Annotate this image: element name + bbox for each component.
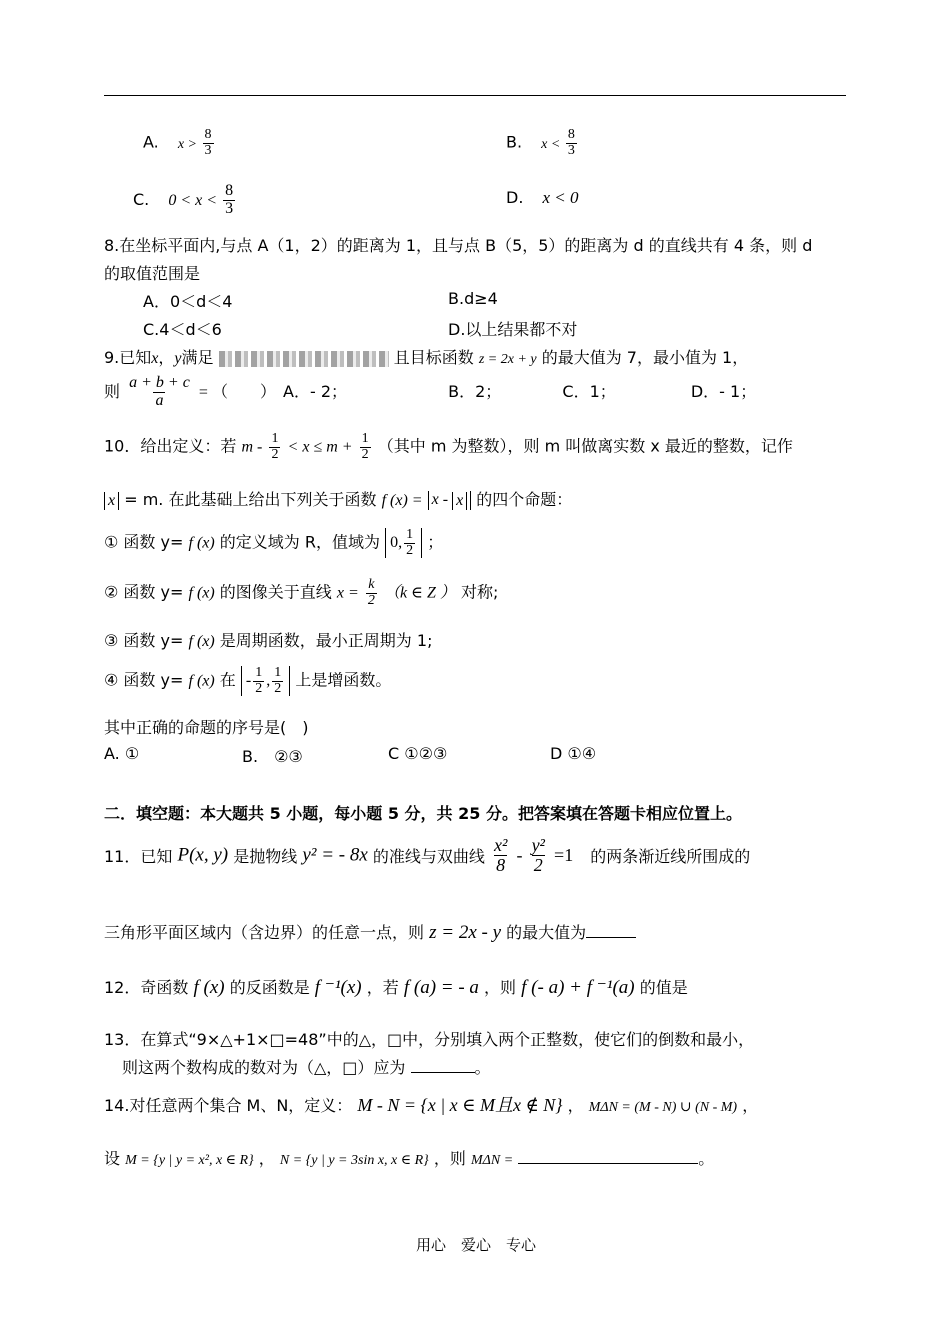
q8-line2: 的取值范围是 [104, 264, 201, 283]
q9-option-c: C．1； [562, 381, 616, 401]
q9-option-a: A．- 2； [283, 381, 348, 401]
q10-line1: 10．给出定义：若 m - $\frac{1}{2}$ < x ≤ m + $\frac{1}{2}$ （其中 m 为整数），则 m 叫做离实数 x 最近的整数，记作 [104, 431, 793, 462]
answer-blank[interactable] [586, 937, 636, 938]
q14-line2: 设 M = {y | y = x², x ∈ R} ， N = {y | y = 3sin x, x ∈ R} ，则 MΔN = 。 [104, 1149, 715, 1168]
math-expr: x < 0 [542, 188, 579, 207]
fraction: $\frac{8}{3}$ [225, 182, 234, 217]
q10-statement-4: ④ 函数 y= f (x) 在 - $\frac{1}{2}$ , $\frac{1}{2}$ 上是增函数。 [104, 665, 392, 696]
q7-option-c [133, 183, 237, 218]
q7-option-d [506, 188, 579, 208]
answer-blank[interactable] [411, 1072, 475, 1073]
q11-line1: 11．已知 P(x, y) 是抛物线 y² = - 8x 的准线与双曲线 $\frac{\text{x²}}{8}$ - $\frac{\text{y²}}{2}$ =1 的两条渐近线所围成的 [104, 835, 751, 875]
option-label: C. [133, 189, 150, 209]
q8-option-c: C.4＜d＜6 [143, 320, 222, 339]
fraction: $\frac{\text{y²}}{2}$ [531, 835, 545, 875]
fraction: $\frac{1}{2}$ [271, 431, 279, 462]
math-expr: x < [541, 136, 564, 152]
fraction: $\frac{1}{2}$ [361, 431, 369, 462]
option-label: A. [143, 132, 159, 152]
q10-statement-1: ① 函数 y= f (x) 的定义域为 R，值域为 0, $\frac{1}{2}$ ； [104, 527, 444, 558]
option-label: B. [506, 132, 523, 152]
q7-option-a [143, 128, 216, 158]
q10-option-b: B. ②③ [242, 747, 303, 766]
q9-option-b: B．2； [448, 381, 502, 401]
fraction: $\frac{k}{2}$ [367, 577, 375, 608]
fraction: $\frac{1}{2}$ [406, 527, 414, 558]
page-footer: 用心 爱心 专心 [416, 1236, 537, 1254]
q10-line2: x = m. 在此基础上给出下列关于函数 f (x) = x - x 的四个命题： [104, 487, 572, 510]
q7-option-b [506, 128, 579, 158]
q12-line: 12．奇函数 f (x) 的反函数是 f ⁻¹(x) ，若 f (a) = - a ，则 f (- a) + f ⁻¹(a) 的值是 [104, 977, 688, 998]
q8-option-d: D.以上结果都不对 [448, 320, 578, 339]
q13-line1: 13．在算式“9×△+1×□=48”中的△，□中，分别填入两个正整数，使它们的倒数和最小， [104, 1030, 755, 1049]
fraction: $\frac{a + b + c}{a}$ [129, 374, 190, 409]
constraint-system-image [219, 351, 389, 367]
fraction: $\frac{1}{2}$ [274, 665, 282, 696]
q10-option-c: C ①②③ [388, 744, 448, 763]
q9-line2: 则 $\frac{a + b + c}{a}$ = （ ） A．- 2； B．2； C．1； D．- 1； [104, 374, 757, 409]
q11-line2: 三角形平面区域内（含边界）的任意一点，则 z = 2x - y 的最大值为 [104, 920, 636, 944]
math-expr: z = 2x + y [478, 352, 537, 367]
header-rule [104, 95, 846, 96]
q9-option-d: D．- 1； [690, 381, 757, 401]
q13-line2: 则这两个数构成的数对为（△，□）应为 。 [122, 1058, 491, 1077]
q10-option-a: A. ① [104, 744, 140, 763]
section-2-heading: 二．填空题：本大题共 5 小题，每小题 5 分，共 25 分。把答案填在答题卡相应位置上。 [104, 804, 742, 823]
q10-statement-2: ② 函数 y= f (x) 的图像关于直线 x = $\frac{k}{2}$ （k ∈ Z ） 对称; [104, 577, 499, 608]
math-expr: x > [177, 136, 201, 152]
q10-ask: 其中正确的命题的序号是( ) [104, 718, 309, 737]
fraction: $\frac{1}{2}$ [255, 665, 263, 696]
q8-option-a: A．0＜d＜4 [143, 292, 233, 311]
q9-line1: 9.已知x，y满足 且目标函数 z = 2x + y 的最大值为 7，最小值为 1， [104, 348, 749, 367]
math-expr: 0 < x < [168, 191, 222, 209]
fraction: $\frac{8}{3}$ [204, 127, 212, 158]
option-label: D. [506, 188, 524, 207]
q8-option-b: B.d≥4 [448, 289, 498, 308]
fraction: $\frac{\text{x²}}{8}$ [493, 835, 508, 875]
answer-blank[interactable] [518, 1163, 698, 1164]
fraction: $\frac{8}{3}$ [567, 127, 575, 158]
q10-option-d: D ①④ [550, 744, 597, 763]
q10-statement-3: ③ 函数 y= f (x) 是周期函数，最小正周期为 1; [104, 631, 433, 650]
q8-line1: 8.在坐标平面内,与点 A（1，2）的距离为 1，且与点 B（5，5）的距离为 d 的直线共有 4 条，则 d [104, 236, 813, 255]
q14-line1: 14.对任意两个集合 M、N，定义： M - N = {x | x ∈ M且x ∉ N} ， MΔN = (M - N) ∪ (N - M) ， [104, 1095, 759, 1115]
